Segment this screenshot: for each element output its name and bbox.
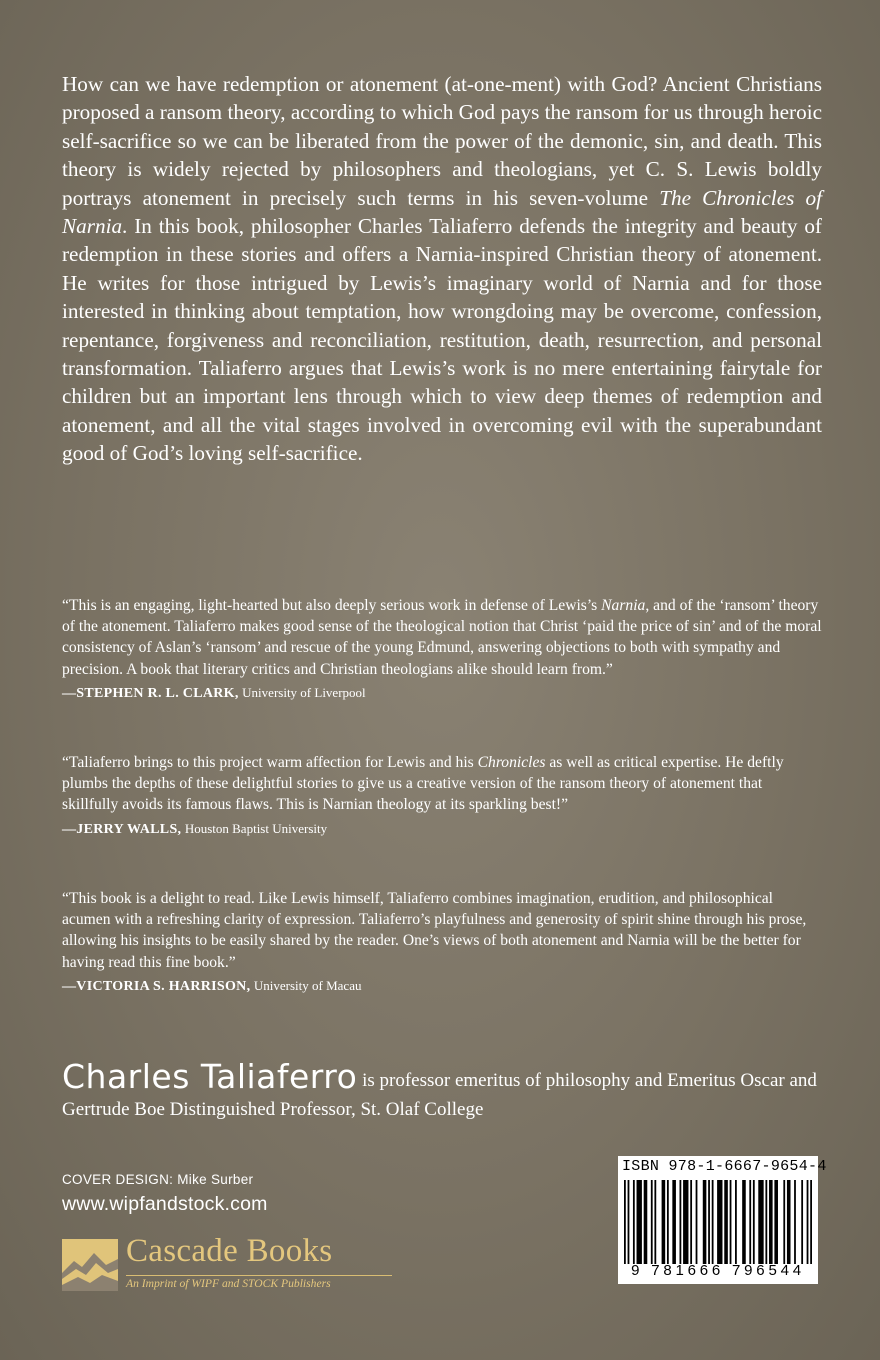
endorsement-text: “Taliaferro brings to this project warm affection for Lewis and his Chronicles as well as critical expertise. He deftly plumbs the depths of these delightful stories to give us a creative version of the ransom theory of atonement that skillfully avoids its famous flaws. This is Narnian theology at its sparkling best!” <box>62 754 784 814</box>
barcode-bar <box>787 1180 791 1264</box>
barcode-bar <box>624 1180 626 1264</box>
barcode-bar <box>765 1180 767 1264</box>
barcode-bar <box>690 1180 692 1264</box>
barcode-bars <box>624 1180 812 1264</box>
barcode-bar <box>783 1180 785 1264</box>
endorsement-harrison <box>62 888 822 997</box>
barcode-bar <box>730 1180 732 1264</box>
barcode-bar <box>753 1180 755 1264</box>
logo-divider <box>126 1275 392 1276</box>
barcode-bar <box>696 1180 698 1264</box>
isbn-barcode <box>618 1156 827 1284</box>
mountain-icon <box>62 1239 118 1291</box>
barcode-bar <box>735 1180 737 1264</box>
barcode-number: 9 781666 796544 <box>631 1262 805 1279</box>
barcode-bar <box>633 1180 635 1264</box>
barcode-bar <box>708 1180 710 1264</box>
publisher-imprint: An Imprint of WIPF and STOCK Publishers <box>126 1277 331 1290</box>
publisher-logo <box>62 1233 402 1297</box>
publisher-name: Cascade Books <box>126 1233 333 1269</box>
endorser-name: —VICTORIA S. HARRISON, <box>62 978 251 994</box>
barcode-bar <box>672 1180 676 1264</box>
barcode-bar <box>680 1180 682 1264</box>
endorser-affiliation: University of Macau <box>253 977 362 993</box>
description-text-continued: . In this book, philosopher Charles Taliaferro defends the integrity and beauty of redemption in these stories and offers a Narnia-inspired Christian theory of atonement. He writes for those intrigued by Lewis’s imaginary world of Narnia and for those interested in thinking about temptation, how wrongdoing may be overcome, confession, repentance, forgiveness and reconciliation, restitution, death, resurrection, and personal transformation. Taliaferro argues that Lewis’s work is no mere entertaining fairytale for children but an important lens through which to view deep themes of redemption and atonement, and all the vital stages involved in overcoming evil with the superabundant good of God’s loving self-sacrifice. <box>62 214 822 466</box>
endorser-affiliation: University of Liverpool <box>242 684 366 700</box>
barcode-bar <box>758 1180 763 1264</box>
book-description <box>62 70 822 468</box>
barcode-bar <box>712 1180 714 1264</box>
author-bio <box>62 1057 832 1124</box>
series-title: The Chronicles of Narnia <box>62 185 822 239</box>
credits <box>62 1172 268 1216</box>
description-text: How can we have redemption or atonement (at-one-ment) with God? Ancient Christians proposed a ransom theory, according to which God pays the ransom for us through heroic self-sacrifice so we can be liberated from the power of the demonic, sin, and death. This theory is widely rejected by philosophers and theologians, yet C. S. Lewis boldly portrays atonement in precisely such terms in his seven-volume <box>62 72 822 210</box>
endorsement-text: “This book is a delight to read. Like Lewis himself, Taliaferro combines imagination, erudition, and philosophical acumen with a refreshing clarity of expression. Taliaferro’s playfulness and generosity of spirit shine through his prose, allowing his insights to be easily shared by the reader. One’s views of both atonement and Narnia will be the better for having read this fine book.” <box>62 890 807 971</box>
barcode-bar <box>801 1180 803 1264</box>
endorsement-attribution <box>62 819 822 840</box>
barcode-bar <box>794 1180 796 1264</box>
barcode-bar <box>774 1180 778 1264</box>
author-name: Charles Taliaferro <box>62 1057 358 1096</box>
barcode-bar <box>637 1180 642 1264</box>
isbn-label: ISBN 978-1-6667-9654-4 <box>622 1158 827 1175</box>
endorsement-clark <box>62 595 822 704</box>
endorser-name: —JERRY WALLS, <box>62 821 182 837</box>
publisher-url[interactable]: www.wipfandstock.com <box>62 1193 268 1215</box>
barcode-bar <box>742 1180 746 1264</box>
barcode-bar <box>654 1180 656 1264</box>
barcode-bar <box>807 1180 809 1264</box>
barcode-bar <box>683 1180 688 1264</box>
barcode-bar <box>717 1180 722 1264</box>
barcode-bar <box>703 1180 707 1264</box>
endorser-affiliation: Houston Baptist University <box>184 820 328 836</box>
barcode-bar <box>644 1180 648 1264</box>
endorser-name: —STEPHEN R. L. CLARK, <box>62 685 239 701</box>
barcode-bar <box>810 1180 812 1264</box>
barcode-bar <box>769 1180 773 1264</box>
barcode-bar <box>628 1180 630 1264</box>
barcode-bar <box>651 1180 653 1264</box>
barcode-bar <box>667 1180 669 1264</box>
endorsement-attribution <box>62 976 822 997</box>
barcode-bar <box>662 1180 666 1264</box>
author-bio-text: is professor emeritus of philosophy and Emeritus Oscar and Gertrude Boe Distinguished Professor, St. Olaf College <box>62 1070 817 1120</box>
endorsement-text: “This is an engaging, light-hearted but also deeply serious work in defense of Lewis’s Narnia, and of the ‘ransom’ theory of the atonement. Taliaferro makes good sense of the theological notion that Christ ‘paid the price of sin’ and of the moral consistency of Aslan’s ‘ransom’ and rescue of the young Edmund, answering objections to both with sympathy and precision. A book that literary critics and Christian theologians alike should learn from.” <box>62 597 822 678</box>
cover-design-credit: COVER DESIGN: Mike Surber <box>62 1172 254 1187</box>
barcode-bar <box>724 1180 728 1264</box>
endorsement-walls <box>62 752 822 840</box>
endorsement-attribution <box>62 683 822 704</box>
barcode-bar <box>749 1180 751 1264</box>
